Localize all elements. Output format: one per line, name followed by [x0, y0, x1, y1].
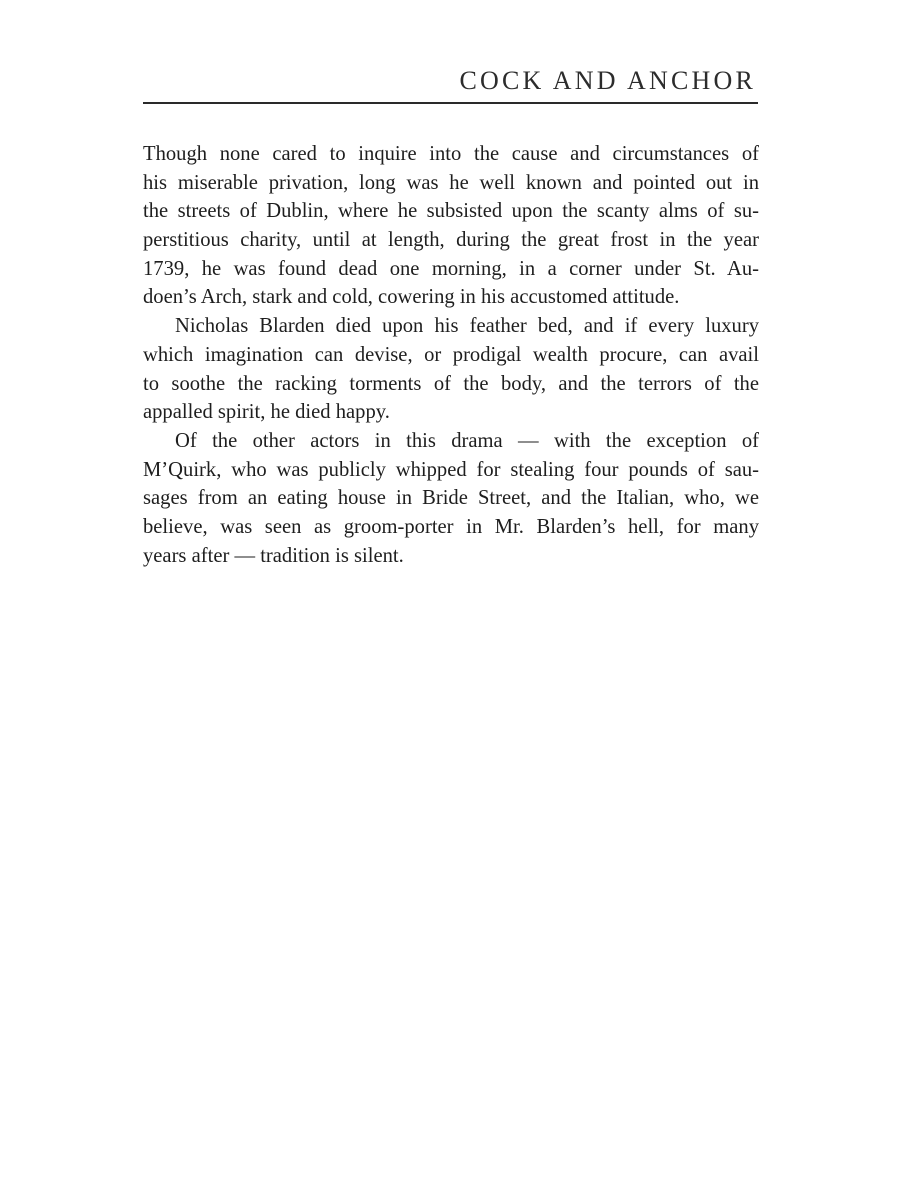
text-line: Nicholas Blarden died upon his feather bed, and if every luxury [175, 315, 759, 338]
paragraph-2 [143, 312, 759, 427]
running-head [143, 64, 758, 104]
text-line: years after — tradition is silent. [143, 544, 404, 567]
text-line: sages from an eating house in Bride Street, and the Italian, who, we [143, 487, 759, 510]
paragraph-1 [143, 140, 759, 312]
body-text [143, 140, 759, 570]
text-line: believe, was seen as groom-porter in Mr. Blarden’s hell, for many [143, 515, 759, 538]
text-line: appalled spirit, he died happy. [143, 401, 390, 424]
text-line: perstitious charity, until at length, during the great frost in the year [143, 229, 759, 252]
text-line: doen’s Arch, stark and cold, cowering in his accustomed attitude. [143, 286, 680, 309]
text-line: M’Quirk, who was publicly whipped for stealing four pounds of sau- [143, 458, 759, 481]
running-head-title: COCK AND ANCHOR [459, 66, 756, 95]
text-line: which imagination can devise, or prodigal wealth procure, can avail [143, 343, 759, 366]
text-line: Though none cared to inquire into the cause and circumstances of [143, 143, 759, 165]
text-line: to soothe the racking torments of the body, and the terrors of the [143, 372, 759, 395]
text-line: his miserable privation, long was he well known and pointed out in [143, 171, 759, 194]
text-line: 1739, he was found dead one morning, in a corner under St. Au- [143, 257, 759, 280]
paragraph-3 [143, 427, 759, 570]
text-line: the streets of Dublin, where he subsisted upon the scanty alms of su- [143, 200, 759, 223]
text-line: Of the other actors in this drama — with the exception of [175, 429, 759, 452]
